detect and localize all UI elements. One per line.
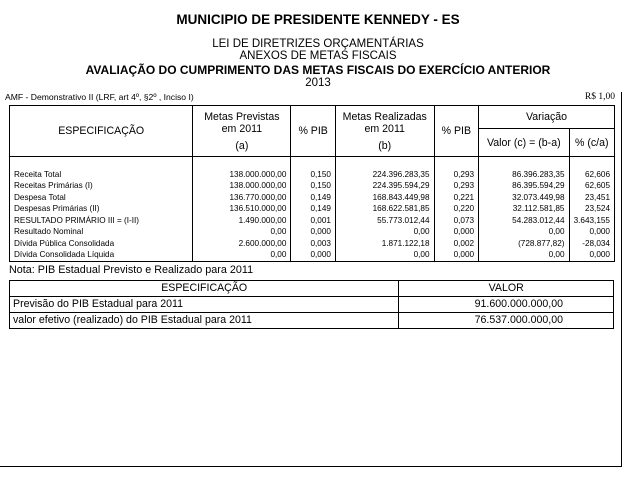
fiscal-goals-table — [9, 105, 615, 262]
variation-value: 0,00 — [479, 249, 569, 261]
row-label: Resultado Nominal — [10, 226, 193, 238]
header-planned — [193, 106, 291, 157]
realized-pib: 0,000 — [434, 226, 479, 238]
report-year: 2013 — [305, 77, 331, 89]
table-row — [10, 180, 615, 192]
variation-pct: 23,524 — [569, 203, 615, 215]
header-realized-line2: em 2011 — [364, 122, 405, 135]
realized-value: 55.773.012,44 — [335, 215, 434, 227]
variation-value: 86.395.594,29 — [479, 180, 569, 192]
realized-pib: 0,002 — [434, 238, 479, 250]
variation-value: 54.283.012,44 — [479, 215, 569, 227]
header-realized — [335, 106, 434, 157]
planned-value: 0,00 — [193, 249, 291, 261]
variation-pct: 62,606 — [569, 169, 615, 181]
statement-reference: AMF - Demonstrativo II (LRF, art 4º, §2º , Inciso I) — [5, 92, 194, 102]
header-specification: ESPECIFICAÇÃO — [10, 106, 193, 157]
pib-row-value: 76.537.000.000,00 — [399, 313, 614, 329]
variation-pct: 0,000 — [569, 226, 615, 238]
realized-value: 168.843.449,98 — [335, 192, 434, 204]
planned-pib: 0,149 — [291, 203, 336, 215]
row-label: Dívida Pública Consolidada — [10, 238, 193, 250]
row-label: Receita Total — [10, 169, 193, 181]
table-row — [10, 215, 615, 227]
annex-title: ANEXOS DE METAS FISCAIS — [239, 50, 397, 62]
planned-value: 136.770.000,00 — [193, 192, 291, 204]
planned-pib: 0,003 — [291, 238, 336, 250]
planned-pib: 0,001 — [291, 215, 336, 227]
realized-pib: 0,221 — [434, 192, 479, 204]
realized-pib: 0,220 — [434, 203, 479, 215]
planned-pib: 0,000 — [291, 226, 336, 238]
table-row — [10, 249, 615, 261]
pib-table — [9, 280, 614, 329]
report-title: AVALIAÇÃO DO CUMPRIMENTO DAS METAS FISCAIS DO EXERCÍCIO ANTERIOR — [85, 63, 551, 77]
realized-pib: 0,000 — [434, 249, 479, 261]
variation-value: 0,00 — [479, 226, 569, 238]
currency-unit: R$ 1,00 — [584, 92, 615, 102]
realized-pib: 0,293 — [434, 180, 479, 192]
variation-pct: -28,034 — [569, 238, 615, 250]
realized-value: 0,00 — [335, 226, 434, 238]
variation-pct: 3.643,155 — [569, 215, 615, 227]
planned-pib: 0,150 — [291, 169, 336, 181]
planned-value: 138.000.000,00 — [193, 180, 291, 192]
header-realized-line1: Metas Realizadas — [342, 110, 427, 123]
table-row — [10, 169, 615, 181]
header-realized-sub: (b) — [378, 139, 392, 152]
planned-pib: 0,000 — [291, 249, 336, 261]
table-row — [10, 192, 615, 204]
pib-header-value: VALOR — [399, 281, 614, 297]
header-variation-value: Valor (c) = (b-a) — [479, 129, 569, 157]
header-variation-pct: % (c/a) — [569, 129, 615, 157]
table-row — [10, 238, 615, 250]
header-planned-line2: em 2011 — [221, 122, 263, 135]
row-label: Receitas Primárias (I) — [10, 180, 193, 192]
planned-pib: 0,150 — [291, 180, 336, 192]
header-planned-line1: Metas Previstas — [204, 110, 280, 123]
planned-value: 136.510.000,00 — [193, 203, 291, 215]
realized-pib: 0,293 — [434, 169, 479, 181]
row-label: Despesas Primárias (II) — [10, 203, 193, 215]
variation-value: 86.396.283,35 — [479, 169, 569, 181]
variation-value: 32.112.581,85 — [479, 203, 569, 215]
realized-value: 224.396.283,35 — [335, 169, 434, 181]
header-variation: Variação — [479, 106, 615, 129]
frame-right-border — [621, 92, 622, 467]
variation-pct: 23,451 — [569, 192, 615, 204]
row-label: Dívida Consolidada Líquida — [10, 249, 193, 261]
pib-row-label: valor efetivo (realizado) do PIB Estadual para 2011 — [10, 313, 399, 329]
law-title: LEI DE DIRETRIZES ORÇAMENTÁRIAS — [212, 38, 424, 50]
planned-value: 0,00 — [193, 226, 291, 238]
planned-value: 1.490.000,00 — [193, 215, 291, 227]
planned-value: 2.600.000,00 — [193, 238, 291, 250]
variation-value: (728.877,82) — [479, 238, 569, 250]
realized-value: 1.871.122,18 — [335, 238, 434, 250]
realized-pib: 0,073 — [434, 215, 479, 227]
pib-row-value: 91.600.000.000,00 — [399, 297, 614, 313]
realized-value: 224.395.594,29 — [335, 180, 434, 192]
table-row — [10, 226, 615, 238]
table-row — [10, 203, 615, 215]
planned-pib: 0,149 — [291, 192, 336, 204]
variation-pct: 0,000 — [569, 249, 615, 261]
frame-bottom-border — [0, 466, 622, 467]
pib-row-label: Previsão do PIB Estadual para 2011 — [10, 297, 399, 313]
variation-pct: 62,605 — [569, 180, 615, 192]
municipality-title: MUNICIPIO DE PRESIDENTE KENNEDY - ES — [176, 12, 460, 27]
planned-value: 138.000.000,00 — [193, 169, 291, 181]
realized-value: 0,00 — [335, 249, 434, 261]
row-label: Despesa Total — [10, 192, 193, 204]
header-pib-realized: % PIB — [434, 106, 479, 157]
row-label: RESULTADO PRIMÁRIO III = (I-II) — [10, 215, 193, 227]
realized-value: 168.622.581,85 — [335, 203, 434, 215]
pib-header-specification: ESPECIFICAÇÃO — [10, 281, 399, 297]
header-planned-sub: (a) — [235, 139, 249, 152]
header-pib-planned: % PIB — [291, 106, 336, 157]
pib-note: Nota: PIB Estadual Previsto e Realizado para 2011 — [9, 264, 254, 276]
variation-value: 32.073.449,98 — [479, 192, 569, 204]
